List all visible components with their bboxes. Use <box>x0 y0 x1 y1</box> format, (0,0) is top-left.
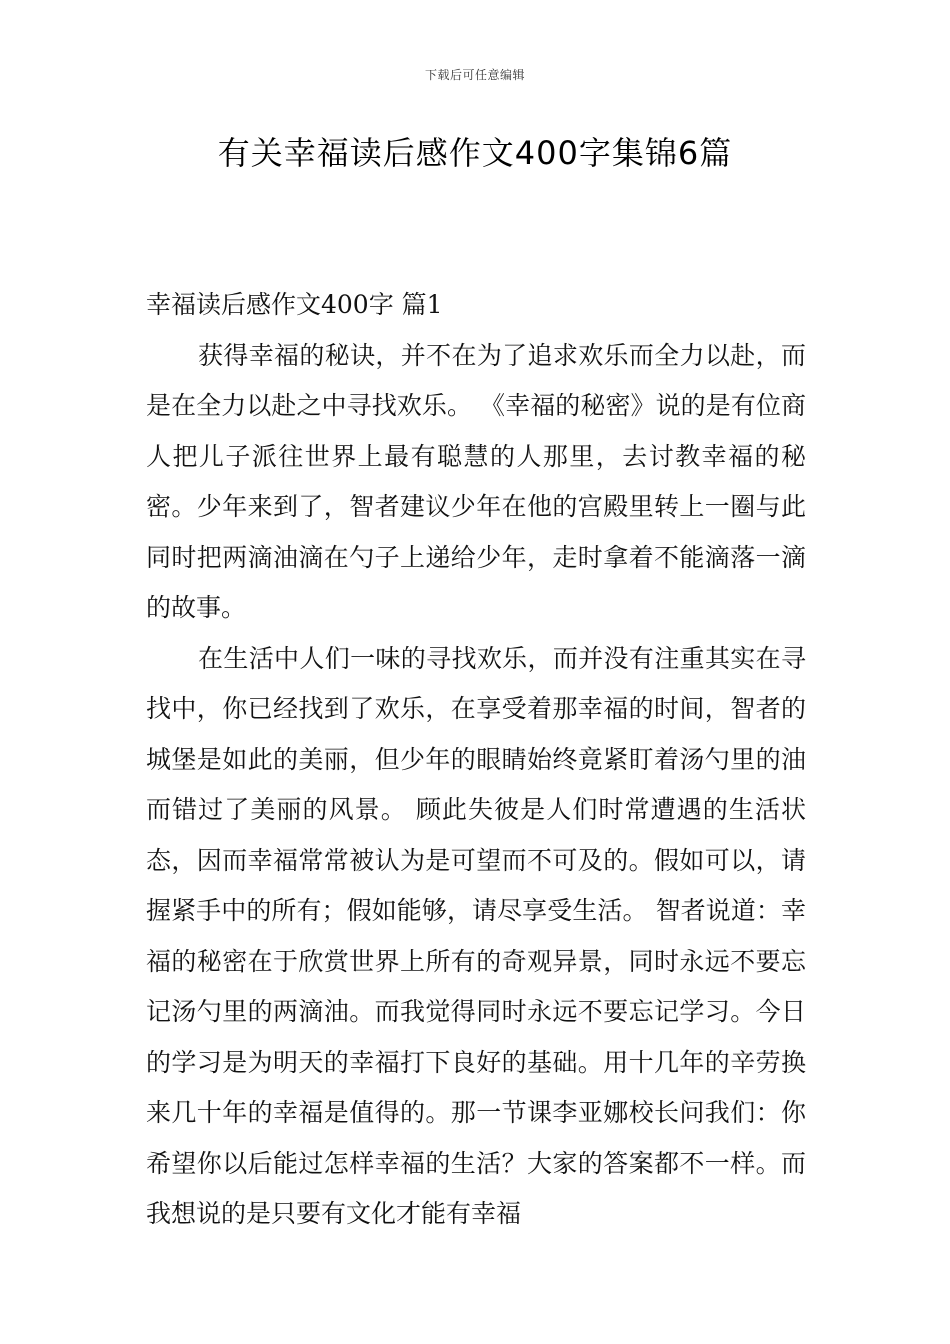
document-body <box>146 280 806 1240</box>
paragraph-2: 在生活中人们一味的寻找欢乐，而并没有注重其实在寻找中，你已经找到了欢乐，在享受着那幸福的时间，智者的城堡是如此的美丽，但少年的眼睛始终竟紧盯着汤勺里的油而错过了美丽的风景。 顾此失彼是人们时常遭遇的生活状态，因而幸福常常被认为是可望而不可及的。假如可以，请握紧手中的所有；假如能够，请尽享受生活。 智者说道：幸福的秘密在于欣赏世界上所有的奇观异景，同时永远不要忘记汤勺里的两滴油。而我觉得同时永远不要忘记学习。今日的学习是为明天的幸福打下良好的基础。用十几年的辛劳换来几十年的幸福是值得的。那一节课李亚娜校长问我们：你希望你以后能过怎样幸福的生活？大家的答案都不一样。而我想说的是只要有文化才能有幸福 <box>146 643 806 1228</box>
section-heading: 幸福读后感作文400字 篇1 <box>146 290 443 319</box>
document-title: 有关幸福读后感作文400字集锦6篇 <box>217 134 733 172</box>
header-note: 下载后可任意编辑 <box>424 68 525 82</box>
paragraph-1: 获得幸福的秘诀，并不在为了追求欢乐而全力以赴，而是在全力以赴之中寻找欢乐。 《幸福的秘密》说的是有位商人把儿子派往世界上最有聪慧的人那里，去讨教幸福的秘密。少年来到了，智者建议少年在他的宫殿里转上一圈与此同时把两滴油滴在勺子上递给少年，走时拿着不能滴落一滴的故事。 <box>146 340 806 622</box>
